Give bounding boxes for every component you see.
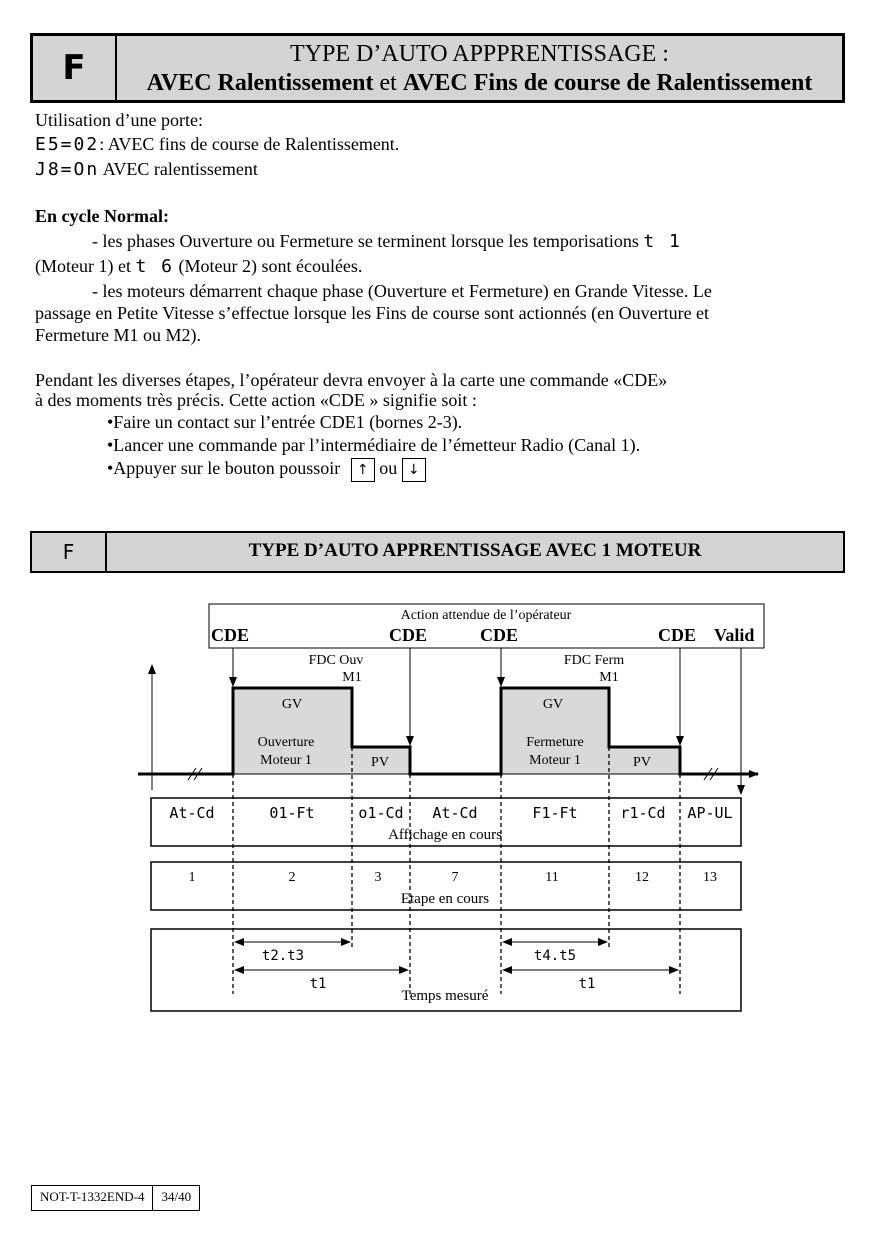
normal-p2-line2: passage en Petite Vitesse s’effectue lorsque les Fins de course sont actionnés (en Ouverture et — [35, 303, 710, 323]
display-1: At-Cd — [169, 804, 215, 822]
cde-bullet-1: •Faire un contact sur l’entrée CDE1 (bornes 2-3). — [107, 412, 463, 432]
step-5: 11 — [545, 870, 559, 885]
step-1: 1 — [188, 870, 196, 885]
normal-p1-code1: t 1 — [643, 231, 682, 252]
valid-label: Valid — [714, 625, 755, 645]
fdc-ferm-label: FDC Ferm — [563, 653, 625, 668]
fdc-ouv-label: FDC Ouv — [308, 653, 364, 668]
header-part3: AVEC Fins de course de Ralentissement — [402, 70, 813, 96]
section2-title: TYPE D’AUTO APPRENTISSAGE AVEC 1 MOTEUR — [248, 540, 702, 561]
temps-label: Temps mesuré — [401, 988, 489, 1004]
normal-p1-c: (Moteur 2) sont écoulées. — [173, 256, 363, 276]
affichage-label: Affichage en cours — [388, 827, 502, 843]
normal-p1-b: (Moteur 1) et — [35, 256, 136, 276]
display-2: 01-Ft — [269, 804, 315, 822]
t1-label-1: t1 — [309, 976, 327, 992]
moteur1-label-1: Moteur 1 — [260, 753, 312, 768]
display-5: F1-Ft — [532, 804, 578, 822]
pv-label-1: PV — [371, 755, 389, 770]
normal-p1-code2: t 6 — [135, 256, 174, 277]
section2-letter: F — [32, 533, 107, 571]
param2-text: AVEC ralentissement — [99, 159, 258, 179]
down-arrow-button-icon: ↓ — [402, 458, 426, 482]
step-2: 2 — [288, 870, 296, 885]
fdc-ouv-m-label: M1 — [342, 670, 362, 685]
normal-p1-a: - les phases Ouverture ou Fermeture se terminent lorsque les temporisations — [92, 231, 644, 251]
step-4: 7 — [451, 870, 459, 885]
cde-bullet-3-text: •Appuyer sur le bouton poussoir — [107, 458, 341, 479]
usage-text: Utilisation d’une porte: — [35, 110, 203, 130]
cde-label-4: CDE — [658, 625, 697, 645]
display-6: r1-Cd — [620, 804, 666, 822]
section-letter: F — [33, 36, 117, 100]
doc-ref: NOT-T-1332END-4 — [32, 1186, 153, 1210]
moteur1-label-2: Moteur 1 — [529, 753, 581, 768]
param1-code: E5=02 — [35, 134, 100, 155]
cde-label-3: CDE — [480, 625, 519, 645]
cde-line1: Pendant les diverses étapes, l’opérateur devra envoyer à la carte une commande «CDE» — [35, 370, 668, 390]
ouverture-label: Ouverture — [257, 735, 315, 750]
pv-label-2: PV — [633, 755, 651, 770]
fermeture-label: Fermeture — [526, 735, 584, 750]
action-label: Action attendue de l’opérateur — [400, 608, 572, 623]
cde-label-2: CDE — [389, 625, 428, 645]
page-number: 34/40 — [161, 1189, 192, 1204]
or-text: ou — [379, 458, 398, 479]
cde-line2: à des moments très précis. Cette action «CDE » signifie soit : — [35, 390, 477, 410]
header-part2: et — [373, 70, 403, 96]
t23-label: t2.t3 — [261, 948, 305, 964]
step-3: 3 — [374, 870, 382, 885]
step-6: 12 — [635, 870, 649, 885]
display-4: At-Cd — [432, 804, 478, 822]
param1-text: : AVEC fins de course de Ralentissement. — [99, 134, 400, 154]
display-3: o1-Cd — [358, 804, 404, 822]
normal-p2-line3: Fermeture M1 ou M2). — [35, 325, 201, 345]
t1-label-2: t1 — [578, 976, 596, 992]
footer-reference — [31, 1185, 200, 1211]
gv-label-1: GV — [281, 697, 303, 712]
param2-code: J8=On — [35, 159, 100, 180]
cde-label-1: CDE — [211, 625, 250, 645]
normal-cycle-heading: En cycle Normal: — [35, 206, 169, 226]
normal-p2-line1: - les moteurs démarrent chaque phase (Ouverture et Fermeture) en Grande Vitesse. Le — [92, 281, 712, 301]
header-title-line1: TYPE D’AUTO APPPRENTISSAGE : — [290, 41, 669, 67]
up-arrow-button-icon: ↑ — [351, 458, 375, 482]
display-7: AP-UL — [687, 804, 733, 822]
etape-label: Etape en cours — [400, 891, 490, 907]
t45-label: t4.t5 — [533, 948, 577, 964]
gv-label-2: GV — [542, 697, 564, 712]
step-7: 13 — [703, 870, 717, 885]
header-part1: AVEC Ralentissement — [146, 70, 374, 96]
cde-bullet-2: •Lancer une commande par l’intermédiaire de l’émetteur Radio (Canal 1). — [107, 435, 641, 455]
fdc-ferm-m-label: M1 — [599, 670, 619, 685]
